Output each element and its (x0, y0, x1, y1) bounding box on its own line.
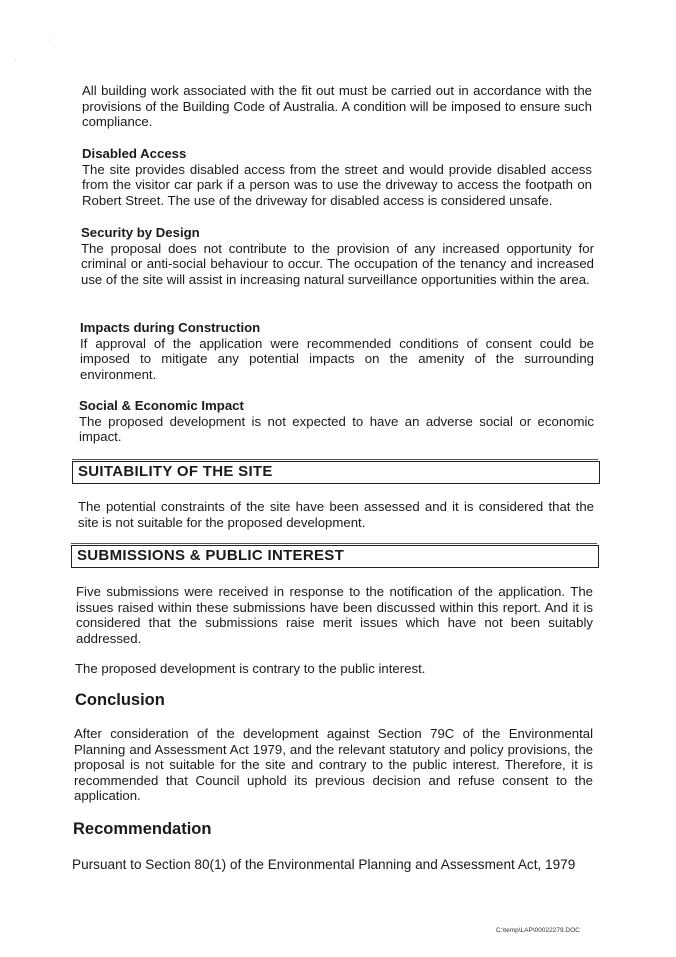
footer-file-path: C:\temp\LAP\00022279.DOC (496, 927, 580, 934)
submissions-paragraph: Five submissions were received in response to the notification of the application. The issues raised within these submissions have been discussed within this report. And it is considered that the submissions raise merit issues which have not been suitably addressed. (76, 584, 593, 646)
submissions-heading-box (71, 545, 599, 568)
intro-block (82, 83, 592, 130)
recommendation-heading: Recommendation (73, 820, 212, 838)
section-title: Impacts during Construction (80, 320, 261, 335)
section-paragraph: The proposed development is not expected to have an adverse social or economic impact. (79, 413, 594, 445)
recommendation-paragraph: Pursuant to Section 80(1) of the Environmental Planning and Assessment Act, 1979 (72, 857, 576, 872)
suitability-block (78, 499, 594, 530)
submissions-heading: SUBMISSIONS & PUBLIC INTEREST (77, 547, 345, 564)
suitability-heading: SUITABILITY OF THE SITE (78, 463, 273, 480)
conclusion-heading: Conclusion (75, 691, 165, 709)
heading-rule (72, 459, 598, 460)
intro-paragraph: All building work associated with the fit out must be carried out in accordance with the provisions of the Building Code of Australia. A condition will be imposed to ensure such compliance. (82, 83, 592, 130)
suitability-paragraph: The potential constraints of the site have been assessed and it is considered that the site is not suitable for the proposed development. (78, 499, 594, 530)
public-interest-paragraph: The proposed development is contrary to the public interest. (75, 661, 426, 676)
section-social-economic (79, 398, 594, 445)
scan-mark: ' (49, 40, 51, 46)
submissions-block (76, 584, 593, 646)
conclusion-heading-block (75, 690, 593, 710)
section-disabled-access (82, 146, 592, 208)
section-paragraph: The proposal does not contribute to the provision of any increased opportunity for criminal or anti-social behaviour to occur. The occupation of the tenancy and increased use of the site will assist in increasing natural surveillance opportunities within the area. (81, 240, 594, 287)
conclusion-block (74, 726, 593, 804)
scan-mark: , (15, 56, 17, 62)
section-impacts-construction (80, 320, 594, 382)
conclusion-paragraph: After consideration of the development against Section 79C of the Environmental Planning and Assessment Act 1979, and the relevant statutory and policy provisions, the proposal is not suitable for the site and contrary to the public interest. Therefore, it is recommended that Council uphold its previous decision and refuse consent to the application. (74, 726, 593, 804)
section-paragraph: The site provides disabled access from the street and would provide disabled access from the visitor car park if a person was to use the driveway to access the footpath on Robert Street. The use of the driveway for disabled access is considered unsafe. (82, 161, 592, 208)
section-title: Social & Economic Impact (79, 398, 244, 413)
suitability-heading-box (72, 461, 600, 484)
public-interest-block (75, 661, 593, 677)
recommendation-block (72, 857, 593, 873)
section-security-by-design (81, 225, 594, 287)
section-title: Disabled Access (82, 146, 187, 161)
recommendation-heading-block (73, 819, 593, 839)
section-title: Security by Design (81, 225, 200, 240)
heading-rule (71, 543, 597, 544)
section-paragraph: If approval of the application were recommended conditions of consent could be imposed to mitigate any potential impacts on the amenity of the surrounding environment. (80, 335, 594, 382)
